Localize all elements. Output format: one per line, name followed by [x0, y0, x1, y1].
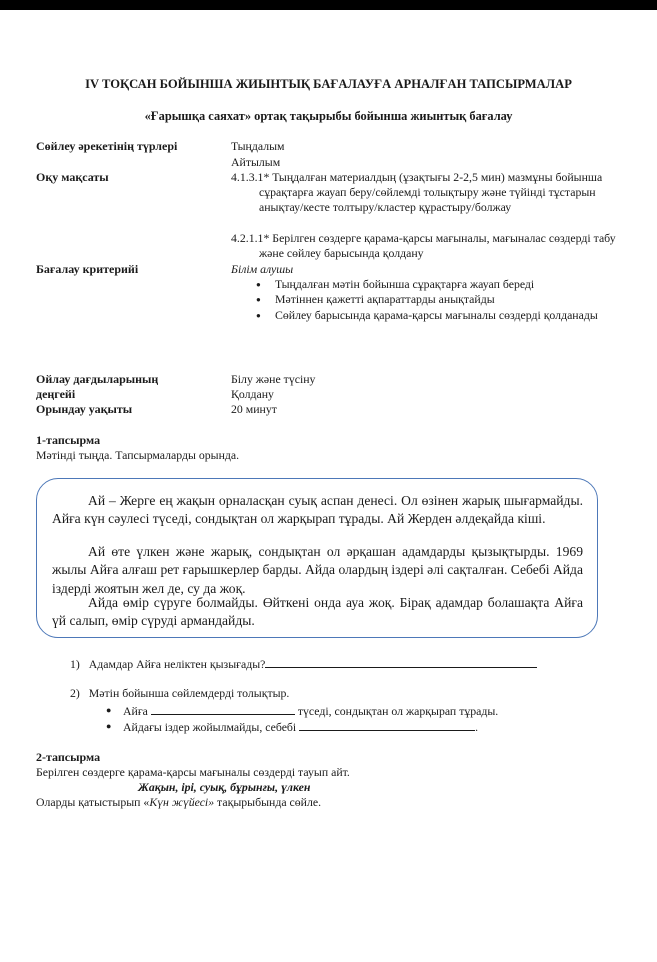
- criteria-item: ● Сөйлеу барысында қарама-қарсы мағыналы сөздерді қолданады: [231, 308, 619, 323]
- criteria-label: Бағалау критерийі: [36, 262, 139, 276]
- task2-closing-end: тақырыбында сөйле.: [214, 795, 322, 809]
- bullet-icon: ●: [106, 721, 112, 731]
- question-2-number: 2): [70, 686, 80, 700]
- fill-sentence-2: [123, 719, 478, 735]
- learning-goal-2: [231, 231, 621, 261]
- task2-closing: [36, 795, 321, 810]
- fill-sentence-1-end: түседі, сондықтан ол жарқырап тұрады.: [297, 704, 499, 718]
- criteria-list: [231, 277, 619, 323]
- task2-word-list: Жақын, ірі, суық, бұрынғы, үлкен: [138, 780, 311, 794]
- learning-goal-label: Оқу мақсаты: [36, 170, 109, 184]
- task2-closing-start: Оларды қатыстырып «: [36, 795, 150, 809]
- thinking-level-label-1: Ойлау дағдыларының: [36, 372, 159, 386]
- time-label: Орындау уақыты: [36, 402, 133, 416]
- fill-blank-1[interactable]: [151, 703, 295, 715]
- speech-types-label: Сөйлеу әрекетінің түрлері: [36, 139, 178, 153]
- page-subtitle: «Ғарышқа саяхат» ортақ тақырыбы бойынша жиынтық бағалау: [144, 109, 513, 123]
- thinking-level-2: Қолдану: [231, 387, 274, 401]
- top-dark-bar: [0, 0, 657, 10]
- reading-paragraph-2: Ай өте үлкен және жарық, сондықтан ол әрқашан адамдарды қызықтырды. 1969 жылы Айға алғаш рет ғарышкерлер барды. Айда олардың іздері әлі сақталған. Себебі Айда іздерді жоятын жел де, су да жоқ.: [52, 544, 583, 596]
- criteria-intro: Білім алушы: [231, 262, 294, 276]
- task1-heading: 1-тапсырма: [36, 433, 101, 447]
- question-2: [70, 686, 289, 701]
- thinking-level-1: Білу және түсіну: [231, 372, 316, 386]
- question-2-text: Мәтін бойынша сөйлемдерді толықтыр.: [88, 686, 290, 700]
- question-1-number: 1): [70, 657, 80, 671]
- fill-blank-2[interactable]: [299, 719, 475, 731]
- learning-goal-2-text: 4.2.1.1* Берілген сөздерге қарама-қарсы мағыналы, мағыналас сөздерді табу және сөйлеу барысында қолдану: [231, 231, 616, 261]
- speech-type-2: Айтылым: [231, 155, 281, 169]
- question-1: [70, 656, 537, 672]
- task2-instruction: Берілген сөздерге қарама-қарсы мағыналы сөздерді тауып айт.: [36, 765, 350, 779]
- reading-paragraph-3: Айда өмір сүруге болмайды. Өйткені онда ауа жоқ. Бірақ адамдар болашақта Айға үй салып, өмір сүруді армандайды.: [52, 595, 583, 629]
- speech-type-1: Тыңдалым: [231, 139, 285, 153]
- page-title: IV ТОҚСАН БОЙЫНША ЖИЫНТЫҚ БАҒАЛАУҒА АРНАЛҒАН ТАПСЫРМАЛАР: [85, 77, 572, 91]
- question-1-text: Адамдар Айға неліктен қызығады?: [88, 657, 266, 671]
- answer-line-1[interactable]: [265, 656, 537, 668]
- task2-heading: 2-тапсырма: [36, 750, 101, 764]
- task2-closing-topic: Күн жүйесі»: [149, 795, 215, 809]
- criteria-item: ● Мәтіннен қажетті ақпараттарды анықтайды: [231, 292, 619, 307]
- time-value: 20 минут: [231, 402, 277, 416]
- fill-sentence-1-start: Айға: [123, 704, 148, 718]
- fill-sentence-2-start: Айдағы іздер жойылмайды, себебі: [123, 720, 297, 734]
- fill-sentence-2-end: .: [475, 720, 479, 734]
- bullet-icon: ●: [106, 705, 112, 715]
- thinking-level-label-2: деңгейі: [36, 387, 76, 401]
- task1-instruction: Мәтінді тыңда. Тапсырмаларды орында.: [36, 448, 240, 462]
- fill-sentence-1: [123, 703, 498, 719]
- learning-goal-1-text: 4.1.3.1* Тыңдалған материалдың (ұзақтығы 2-2,5 мин) мазмұны бойынша сұрақтарға жауап беру/сөйлемді толықтыру және түйінді тұстарын анықтау/кесте толтыру/кластер құрастыру/болжау: [231, 170, 603, 215]
- learning-goal-1: [231, 170, 621, 216]
- criteria-item: ● Тыңдалған мәтін бойынша сұрақтарға жауап береді: [231, 277, 619, 292]
- reading-paragraph-1: Ай – Жерге ең жақын орналасқан суық аспан денесі. Ол өзінен жарық шығармайды. Айға күн сәулесі түседі, сондықтан ол жарқырап тұрады. Ай Жерден әлдеқайда кіші.: [52, 493, 583, 527]
